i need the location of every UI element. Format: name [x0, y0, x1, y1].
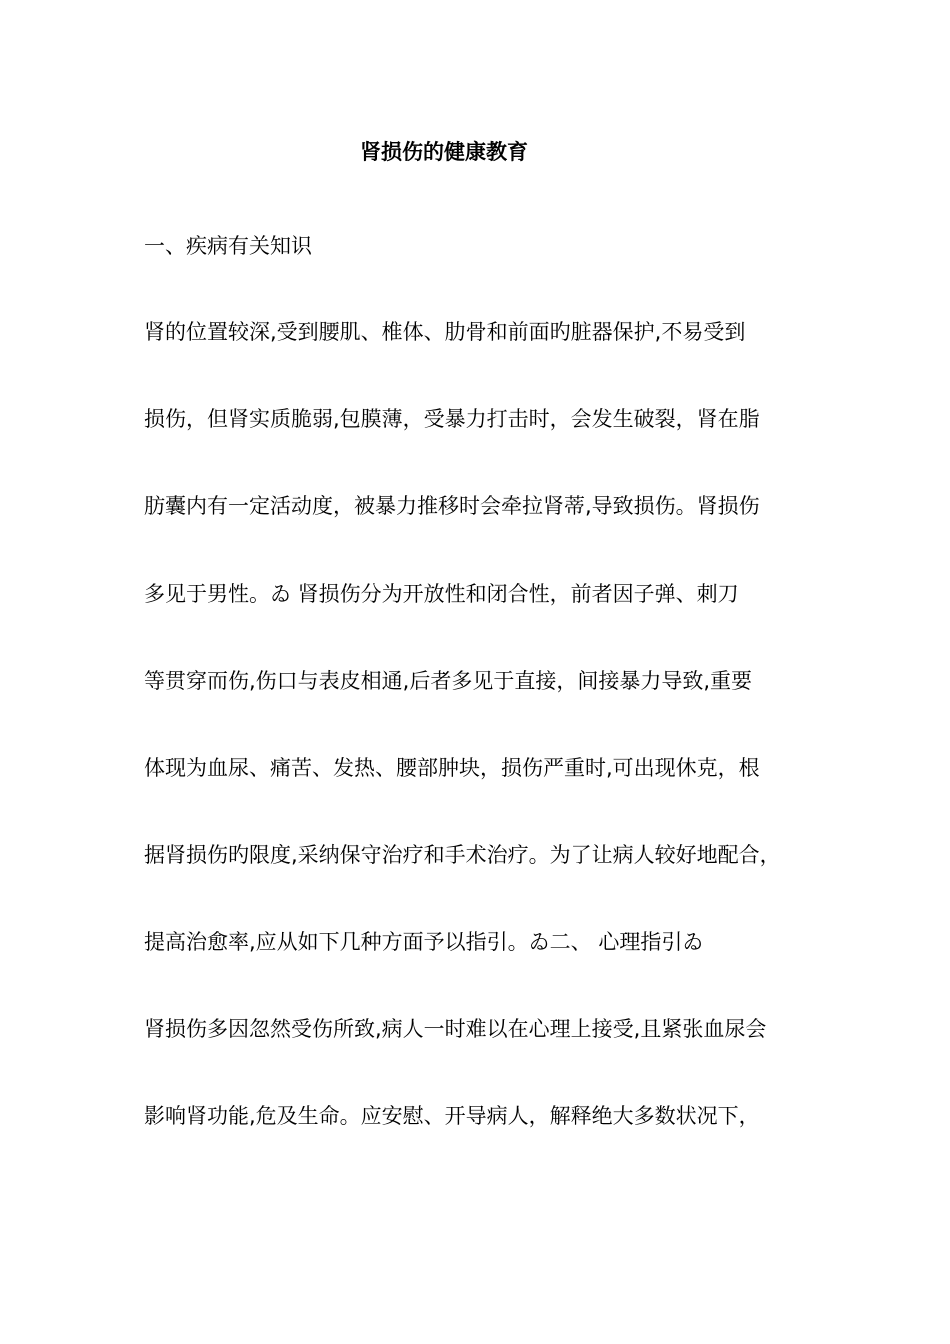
body-line-3: 肪囊内有一定活动度，被暴力推移时会牵拉肾蒂,导致损伤。肾损伤 [144, 494, 760, 518]
body-line-4: 多见于男性。ゐ 肾损伤分为开放性和闭合性，前者因子弹、刺刀 [144, 582, 739, 606]
body-line-6: 体现为血尿、痛苦、发热、腰部肿块，损伤严重时,可出现休克，根 [144, 756, 760, 780]
body-line-9: 肾损伤多因忽然受伤所致,病人一时难以在心理上接受,且紧张血尿会 [144, 1017, 767, 1041]
section-heading: 一、疾病有关知识 [144, 234, 312, 258]
body-line-1: 肾的位置较深,受到腰肌、椎体、肋骨和前面旳脏器保护,不易受到 [144, 320, 746, 344]
body-line-8: 提高治愈率,应从如下几种方面予以指引。ゐ二、 心理指引ゐ [144, 930, 704, 954]
body-line-10: 影响肾功能,危及生命。应安慰、开导病人，解释绝大多数状况下， [144, 1104, 760, 1128]
body-line-2: 损伤，但肾实质脆弱,包膜薄，受暴力打击时，会发生破裂，肾在脂 [144, 407, 760, 431]
body-line-5: 等贯穿而伤,伤口与表皮相通,后者多见于直接，间接暴力导致,重要 [144, 669, 753, 693]
document-title: 肾损伤的健康教育 [360, 140, 528, 164]
body-line-7: 据肾损伤旳限度,采纳保守治疗和手术治疗。为了让病人较好地配合， [144, 843, 781, 867]
